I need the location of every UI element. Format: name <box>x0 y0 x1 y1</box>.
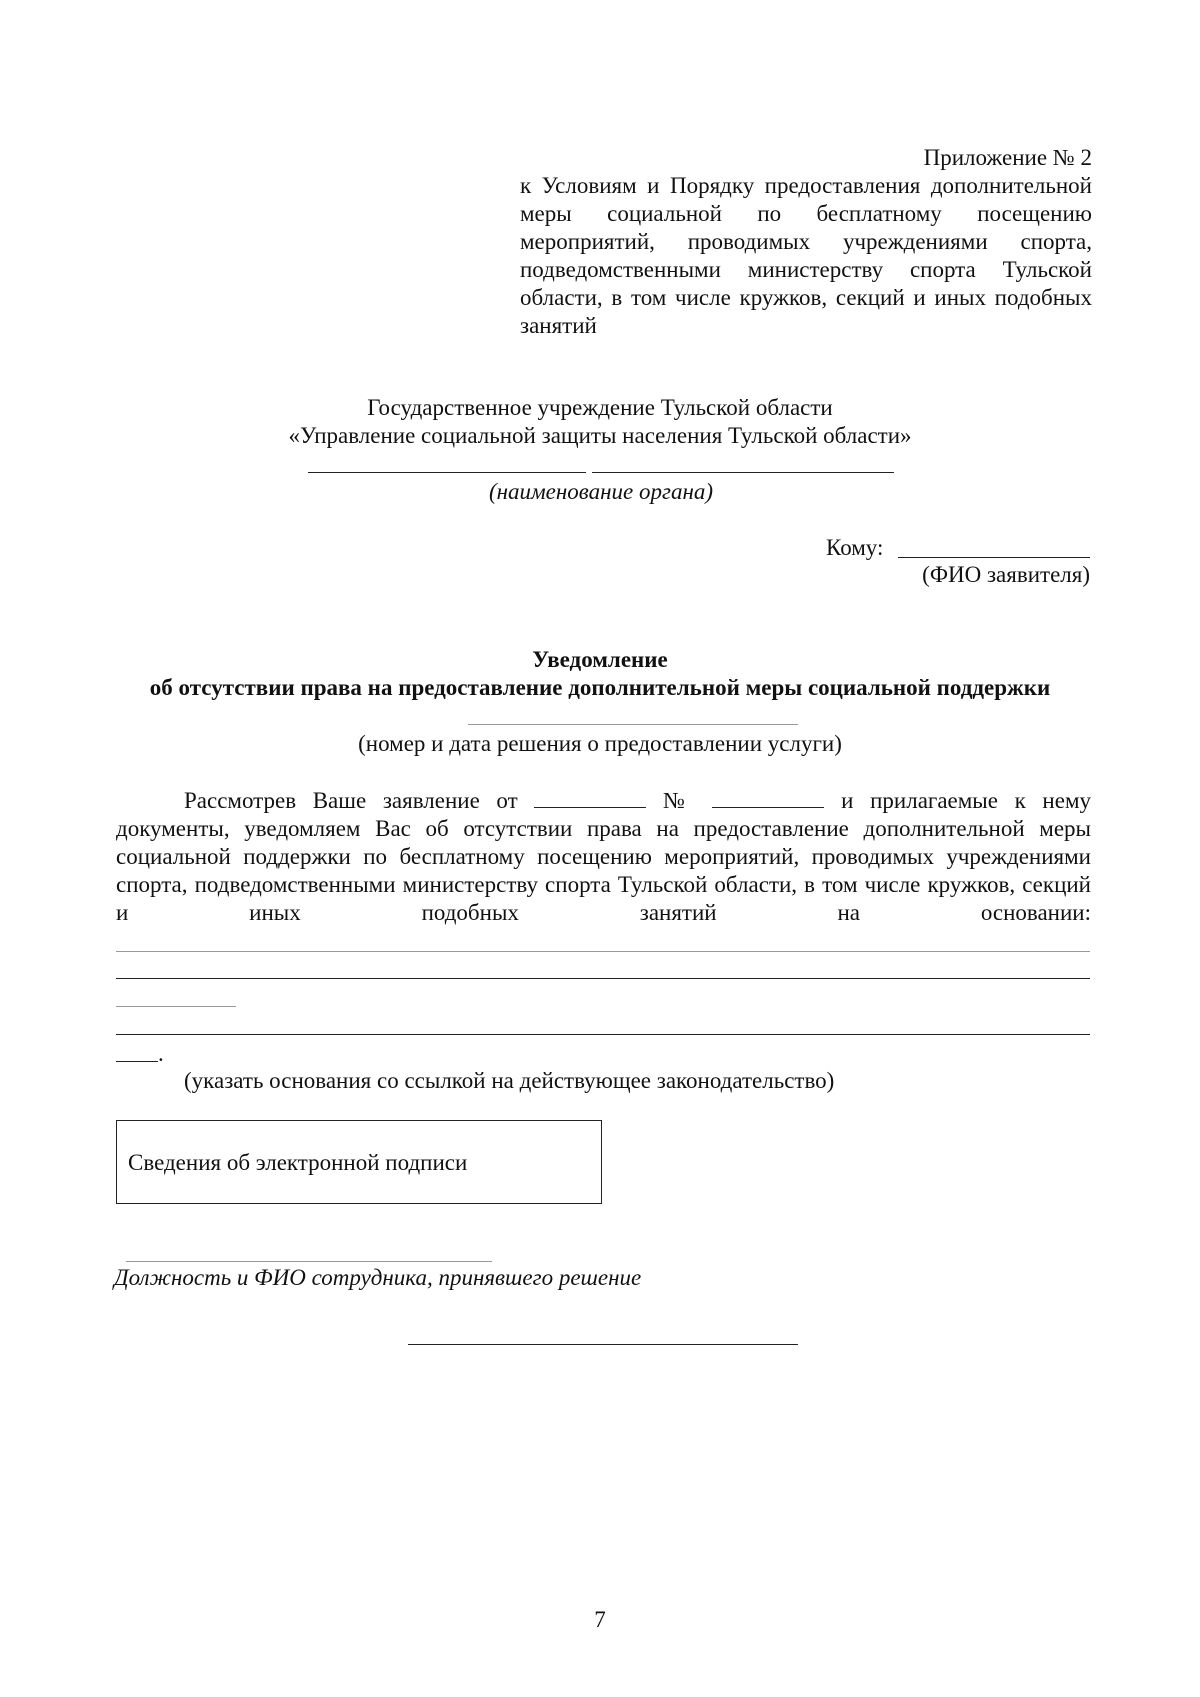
grounds-line-1 <box>116 951 1090 952</box>
grounds-line-5 <box>116 1061 158 1062</box>
body-no-sign: № <box>662 788 696 813</box>
agency-caption: (наименование органа) <box>488 479 714 504</box>
body-part-1: Рассмотрев Ваше заявление от <box>184 788 518 813</box>
recipient-caption: (ФИО заявителя) <box>922 562 1090 587</box>
grounds-line-2 <box>116 978 1090 979</box>
recipient-blank-line <box>898 557 1090 558</box>
grounds-line-4 <box>116 1034 1090 1035</box>
application-number-blank <box>712 787 824 808</box>
agency-line-1: Государственное учреждение Тульской области <box>367 395 833 420</box>
electronic-signature-label: Сведения об электронной подписи <box>128 1150 468 1175</box>
appendix-last-line: занятий <box>520 313 597 338</box>
official-caption: Должность и ФИО сотрудника, принявшего решение <box>114 1265 642 1290</box>
grounds-caption: (указать основания со ссылкой на действующее законодательство) <box>184 1068 835 1093</box>
appendix-number: Приложение № 2 <box>923 145 1092 170</box>
agency-blank-line-2 <box>592 472 894 473</box>
agency-line-2: «Управление социальной защиты населения Тульской области» <box>288 423 912 448</box>
decision-blank-line <box>468 724 798 725</box>
body-first-line <box>116 787 1091 815</box>
appendix-text: к Условиям и Порядку предоставления дополнительной меры социальной по бесплатному посещению мероприятий, проводимых учреждениями спорта, подведомственными министерству спорта Тульской области, в том числе кружков, секций и иных подобных <box>520 173 1092 310</box>
electronic-signature-box <box>116 1120 602 1204</box>
page-number: 7 <box>594 1607 606 1632</box>
grounds-end-dot: . <box>158 1041 164 1066</box>
grounds-line-3 <box>116 1006 236 1007</box>
body-paragraph <box>116 787 1091 927</box>
notice-subtitle: об отсутствии права на предоставление дополнительной меры социальной поддержки <box>149 675 1051 700</box>
application-date-blank <box>534 787 646 808</box>
agency-blank-line-1 <box>308 472 586 473</box>
signature-blank-line <box>408 1344 798 1345</box>
notice-title: Уведомление <box>532 647 668 672</box>
body-rest: документы, уведомляем Вас об отсутствии права на предоставление дополнительной меры социальной поддержки по бесплатному посещению мероприятий, проводимых учреждениями спорта, подведомственными министерству спорта Тульской области, в том числе кружков, секций и иных подобных занятий на основании: <box>116 816 1091 925</box>
decision-caption: (номер и дата решения о предоставлении услуги) <box>358 731 842 756</box>
official-blank-line <box>126 1261 492 1262</box>
recipient-label: Кому: <box>826 535 884 560</box>
body-part-2: и прилагаемые к нему <box>841 788 1092 813</box>
appendix-block <box>520 144 1092 340</box>
